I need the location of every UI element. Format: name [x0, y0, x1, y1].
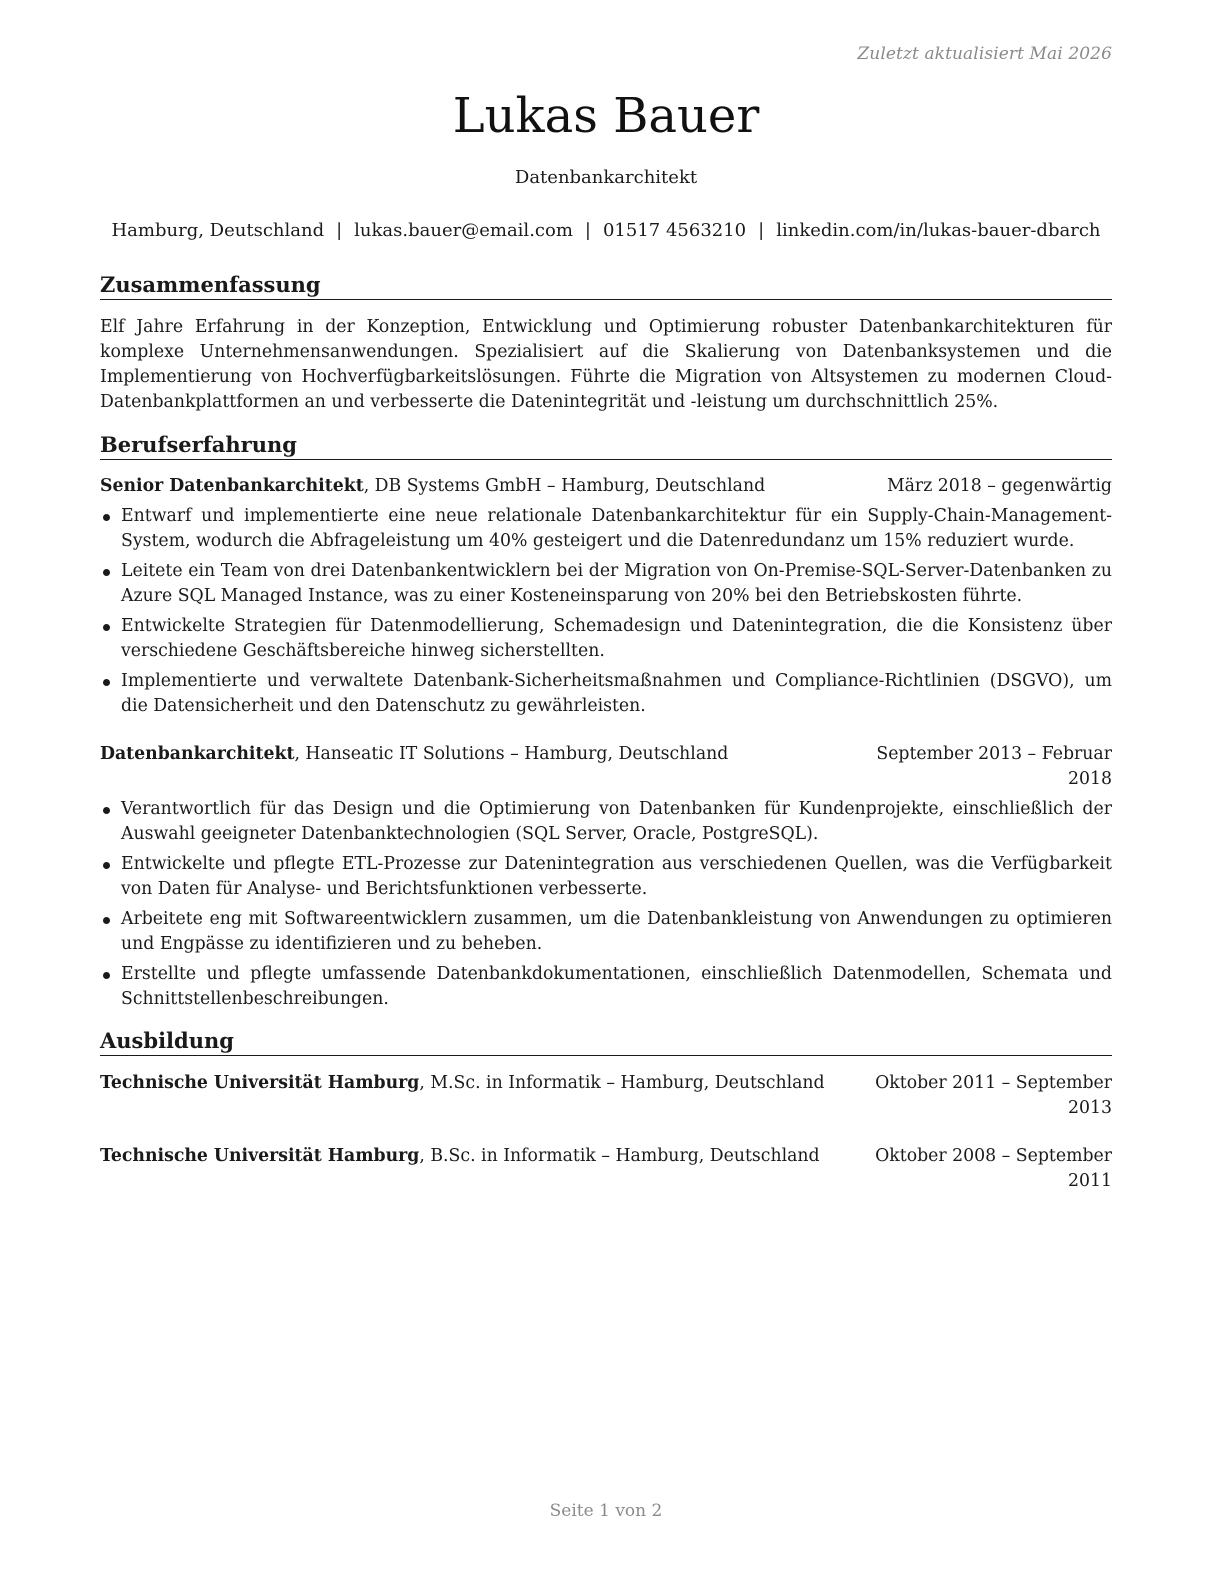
- job-bullet: [100, 852, 1112, 902]
- bullet-text: Implementierte und verwaltete Datenbank-Sicherheitsmaßnahmen und Compliance-Richtlinien (DSGVO), um die Datensicherheit und den Datenschutz zu gewährleisten.: [121, 671, 1112, 716]
- job-dates: September 2013 – Februar 2018: [876, 744, 1112, 789]
- education-line: [100, 1071, 825, 1096]
- job-role: Senior Datenbankarchitekt: [100, 476, 364, 496]
- bullet-text: Leitete ein Team von drei Datenbankentwicklern bei der Migration von On-Premise-SQL-Server-Datenbanken zu Azure SQL Managed Instance, was zu einer Kosteneinsparung von 20% bei den Betriebskosten führte.: [121, 561, 1112, 606]
- education-entry: [100, 1071, 1112, 1121]
- education-dates: Oktober 2011 – September 2013: [875, 1073, 1112, 1118]
- bullet-icon: [103, 972, 110, 979]
- contact-email[interactable]: lukas.bauer@email.com: [354, 220, 573, 241]
- job-bullet: [100, 797, 1112, 847]
- education-heading: Ausbildung: [100, 1027, 1112, 1056]
- education-degree: , B.Sc. in Informatik – Hamburg, Deutschland: [419, 1146, 820, 1166]
- job-bullet-list: [100, 797, 1112, 1017]
- education-entry: [100, 1144, 1112, 1194]
- contact-separator: |: [336, 220, 343, 241]
- experience-heading: Berufserfahrung: [100, 431, 1112, 460]
- education-school: Technische Universität Hamburg: [100, 1073, 420, 1093]
- bullet-text: Verantwortlich für das Design und die Optimierung von Datenbanken für Kundenprojekte, einschließlich der Auswahl geeigneter Datenbanktechnologien (SQL Server, Oracle, PostgreSQL).: [121, 799, 1112, 844]
- page-number: Seite 1 von 2: [549, 1501, 663, 1521]
- summary-heading: Zusammenfassung: [100, 271, 1112, 300]
- job-bullet: [100, 907, 1112, 957]
- job-header: [100, 474, 1112, 499]
- bullet-icon: [103, 679, 110, 686]
- job-role-line: [100, 474, 765, 499]
- last-updated-note: Zuletzt aktualisiert Mai 2026: [857, 44, 1112, 64]
- contact-location: Hamburg, Deutschland: [111, 220, 325, 241]
- bullet-icon: [103, 917, 110, 924]
- bullet-text: Entwickelte und pflegte ETL-Prozesse zur Datenintegration aus verschiedenen Quellen, was die Verfügbarkeit von Daten für Analyse- und Berichtsfunktionen verbesserte.: [121, 854, 1112, 899]
- bullet-text: Erstellte und pflegte umfassende Datenbankdokumentationen, einschließlich Datenmodellen, Schemata und Schnittstellenbeschreibungen.: [121, 964, 1112, 1009]
- job-bullet: [100, 669, 1112, 719]
- contact-line: [100, 218, 1112, 244]
- job-company: , Hanseatic IT Solutions – Hamburg, Deutschland: [294, 744, 729, 764]
- job-role: Datenbankarchitekt: [100, 744, 295, 764]
- job-bullet: [100, 504, 1112, 554]
- job-header: [100, 742, 1112, 792]
- job-company: , DB Systems GmbH – Hamburg, Deutschland: [363, 476, 766, 496]
- bullet-text: Arbeitete eng mit Softwareentwicklern zusammen, um die Datenbankleistung von Anwendungen zu optimieren und Engpässe zu identifizieren und zu beheben.: [121, 909, 1112, 954]
- contact-phone: 01517 4563210: [602, 220, 747, 241]
- education-line: [100, 1144, 820, 1169]
- education-dates: Oktober 2008 – September 2011: [875, 1146, 1112, 1191]
- job-role-line: [100, 742, 728, 767]
- bullet-text: Entwickelte Strategien für Datenmodellierung, Schemadesign und Datenintegration, die die Konsistenz über verschiedene Geschäftsbereiche hinweg sicherstellten.: [121, 616, 1112, 661]
- bullet-icon: [103, 514, 110, 521]
- bullet-icon: [103, 624, 110, 631]
- job-dates: März 2018 – gegenwärtig: [886, 476, 1112, 496]
- bullet-icon: [103, 862, 110, 869]
- job-bullet-list: [100, 504, 1112, 724]
- education-degree: , M.Sc. in Informatik – Hamburg, Deutschland: [419, 1073, 825, 1093]
- job-bullet: [100, 559, 1112, 609]
- candidate-name: Lukas Bauer: [452, 88, 760, 144]
- bullet-icon: [103, 807, 110, 814]
- bullet-icon: [103, 569, 110, 576]
- contact-separator: |: [584, 220, 591, 241]
- contact-linkedin[interactable]: linkedin.com/in/lukas-bauer-dbarch: [776, 220, 1101, 241]
- summary-text: Elf Jahre Erfahrung in der Konzeption, Entwicklung und Optimierung robuster Datenbankarchitekturen für komplexe Unternehmensanwendungen. Spezialisiert auf die Skalierung von Datenbanksystemen und die Implementierung von Hochverfügbarkeitslösungen. Führte die Migration von Altsystemen zu modernen Cloud-Datenbankplattformen an und verbesserte die Datenintegrität und -leistung um durchschnittlich 25%.: [100, 317, 1112, 412]
- bullet-text: Entwarf und implementierte eine neue relationale Datenbankarchitektur für ein Supply-Chain-Management-System, wodurch die Abfrageleistung um 40% gesteigert und die Datenredundanz um 15% reduziert wurde.: [121, 506, 1112, 551]
- resume-page: [100, 0, 1112, 1584]
- job-bullet: [100, 614, 1112, 664]
- contact-separator: |: [758, 220, 765, 241]
- job-bullet: [100, 962, 1112, 1012]
- education-school: Technische Universität Hamburg: [100, 1146, 420, 1166]
- candidate-title: Datenbankarchitekt: [514, 167, 698, 188]
